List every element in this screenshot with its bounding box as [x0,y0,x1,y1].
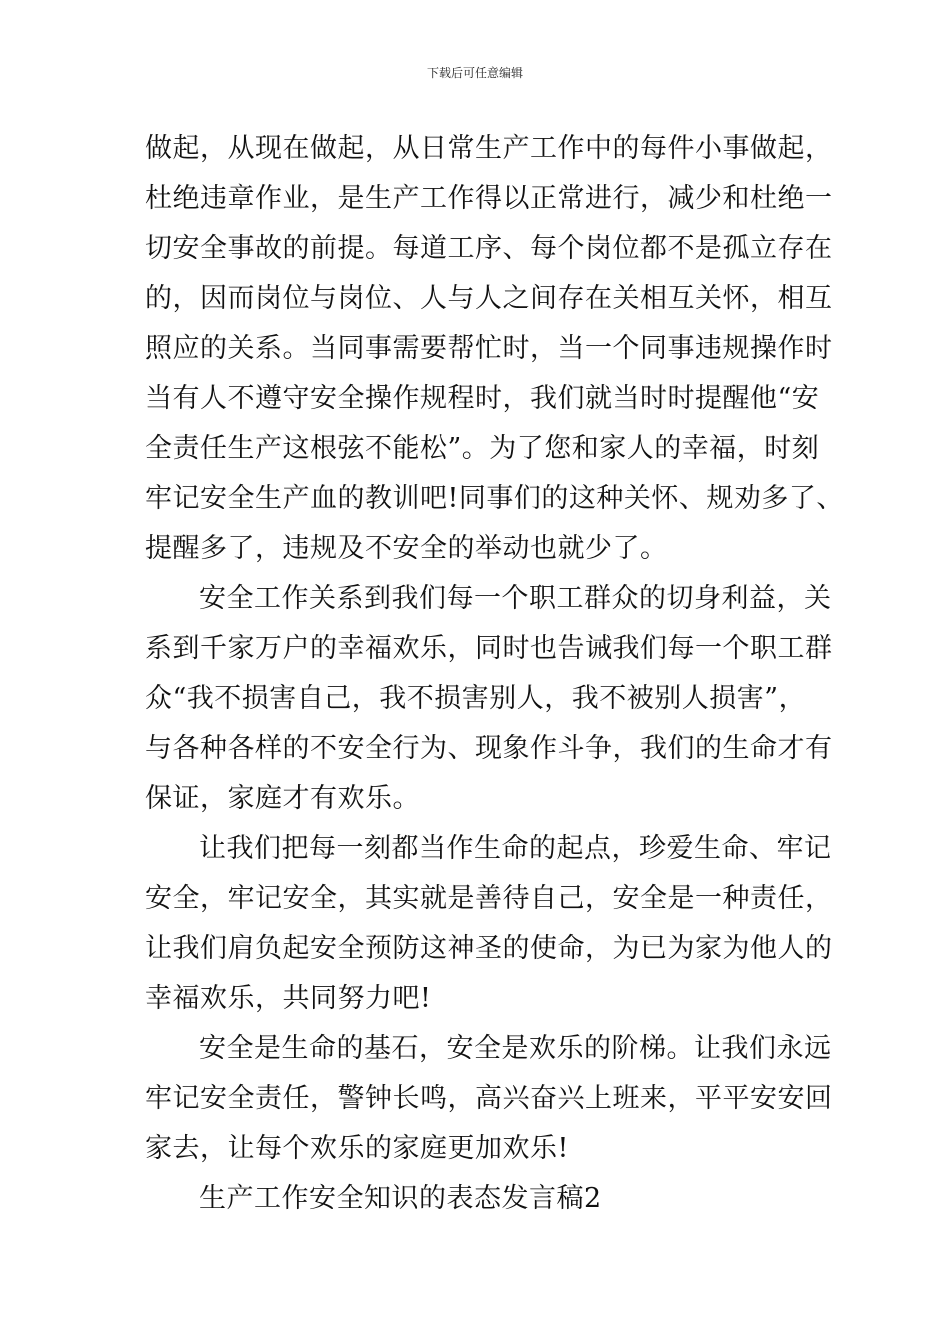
page-header: 下载后可任意编辑 [426,66,523,80]
text-line: 幸福欢乐，共同努力吧! [145,983,432,1014]
text-line: 安全是生命的基石，安全是欢乐的阶梯。让我们永远 [199,1033,832,1064]
text-line: 安全工作关系到我们每一个职工群众的切身利益，关 [199,583,832,614]
paragraph-2 [145,574,833,824]
paragraph-1 [145,124,844,574]
section-heading: 生产工作安全知识的表态发言稿2 [199,1183,602,1214]
text-line: 众“我不损害自己，我不损害别人，我不被别人损害”， [145,683,807,714]
paragraph-3 [145,824,833,1024]
paragraph-4 [145,1024,833,1174]
text-line: 安全，牢记安全，其实就是善待自己，安全是一种责任， [145,883,833,914]
section-heading-block [145,1174,811,1224]
text-line: 当有人不遵守安全操作规程时，我们就当时时提醒他“安 [145,383,820,414]
text-line: 与各种各样的不安全行为、现象作斗争，我们的生命才有 [145,733,833,764]
text-line: 杜绝违章作业，是生产工作得以正常进行，减少和杜绝一 [145,183,833,214]
text-line: 全责任生产这根弦不能松”。为了您和家人的幸福，时刻 [145,433,820,464]
text-line: 家去，让每个欢乐的家庭更加欢乐! [145,1133,569,1164]
text-line: 牢记安全生产血的教训吧!同事们的这种关怀、规劝多了、 [145,483,844,514]
document-body [145,124,844,1224]
text-line: 牢记安全责任，警钟长鸣，高兴奋兴上班来，平平安安回 [145,1083,833,1114]
text-line: 切安全事故的前提。每道工序、每个岗位都不是孤立存在 [145,233,833,264]
text-line: 做起，从现在做起，从日常生产工作中的每件小事做起， [145,133,833,164]
text-line: 系到千家万户的幸福欢乐，同时也告诫我们每一个职工群 [145,633,833,664]
text-line: 保证，家庭才有欢乐。 [145,783,420,814]
text-line: 照应的关系。当同事需要帮忙时，当一个同事违规操作时 [145,333,833,364]
text-line: 的，因而岗位与岗位、人与人之间存在关相互关怀，相互 [145,283,833,314]
text-line: 让我们肩负起安全预防这神圣的使命，为已为家为他人的 [145,933,833,964]
text-line: 提醒多了，违规及不安全的举动也就少了。 [145,533,668,564]
text-line: 让我们把每一刻都当作生命的起点，珍爱生命、牢记 [199,833,832,864]
